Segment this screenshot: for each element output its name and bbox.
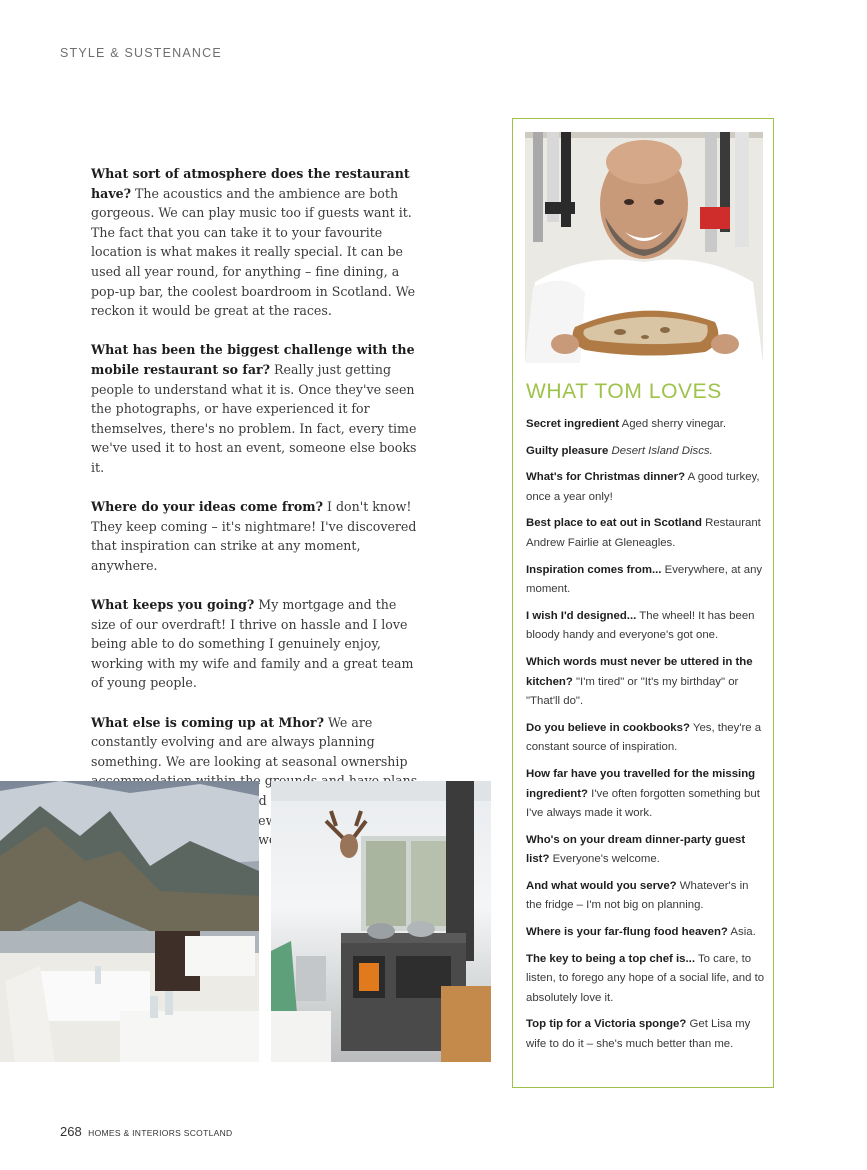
list-item: [526, 415, 766, 435]
answer: To care, to listen, to forego any hope of a social life, and to absolutely love it.: [526, 952, 765, 1004]
question: What's for Christmas dinner?: [526, 471, 686, 484]
question: Do you believe in cookbooks?: [526, 721, 690, 734]
answer: Desert Island Discs.: [611, 444, 713, 457]
list-item: [526, 514, 766, 553]
answer: "I'm tired" or "It's my birthday" or "That'll do".: [526, 675, 739, 708]
qa-paragraph: [91, 497, 421, 575]
question: I wish I'd designed...: [526, 609, 637, 622]
answer: Aged sherry vinegar.: [619, 418, 727, 430]
question: Where do your ideas come from?: [91, 499, 324, 515]
answer: I don't know! They keep coming – it's nightmare! I've discovered that inspiration can strike at any moment, anywhere.: [91, 499, 417, 573]
qa-paragraph: [91, 340, 421, 477]
list-item: [526, 719, 766, 758]
question: And what would you serve?: [526, 879, 677, 892]
sidebar-title: WHAT TOM LOVES: [526, 380, 722, 403]
answer: The wheel! It has been bloody handy and everyone's got one.: [526, 609, 755, 642]
section-label: STYLE & SUSTENANCE: [60, 46, 222, 60]
list-item: [526, 607, 766, 646]
list-item: [526, 765, 766, 824]
list-item: [526, 468, 766, 507]
answer: A good turkey, once a year only!: [526, 471, 760, 503]
question: What has been the biggest challenge with the mobile restaurant so far?: [91, 342, 415, 377]
answer: Restaurant Andrew Fairlie at Gleneagles.: [526, 517, 761, 549]
question: What sort of atmosphere does the restaurant have?: [91, 166, 410, 201]
list-item: [526, 442, 766, 462]
answer: I've often forgotten something but I've always made it work.: [526, 787, 760, 820]
list-item: [526, 923, 766, 943]
question: The key to being a top chef is...: [526, 952, 695, 965]
question: Top tip for a Victoria sponge?: [526, 1018, 687, 1031]
answer: My mortgage and the size of our overdraft! I thrive on hassle and I love being able to do something I genuinely enjoy, working with my wife and family and a great team of young people.: [91, 597, 414, 691]
list-item: [526, 1015, 766, 1054]
question: Inspiration comes from...: [526, 563, 662, 576]
question: How far have you travelled for the missing ingredient?: [526, 767, 756, 800]
answer: Whatever's in the fridge – I'm not big on planning.: [526, 879, 749, 912]
list-item: [526, 561, 766, 600]
question: What else is coming up at Mhor?: [91, 714, 324, 730]
publication-name: HOMES & INTERIORS SCOTLAND: [88, 1128, 233, 1138]
question: Who's on your dream dinner-party guest list?: [526, 833, 746, 866]
qa-paragraph: [91, 164, 421, 321]
sidebar-list: [526, 415, 766, 1062]
answer: We are constantly evolving and are always planning something. We are looking at seasonal ownership new we: [91, 714, 408, 848]
chef-portrait-photo: [525, 132, 763, 363]
list-item: [526, 950, 766, 1009]
restaurant-interior-photo: [0, 781, 259, 1062]
question: Secret ingredient: [526, 418, 620, 430]
question: Best place to eat out in Scotland: [526, 517, 702, 530]
answer: Asia.: [727, 926, 756, 939]
kitchen-stove-photo: [271, 781, 491, 1062]
answer: Yes, they're a constant source of inspiration.: [526, 721, 762, 754]
qa-paragraph: [91, 595, 421, 693]
question: Which words must never be uttered in the kitchen?: [526, 655, 753, 688]
page-number: 268: [60, 1124, 82, 1139]
answer: The acoustics and the ambience are both gorgeous. We can play music too if guests want it. The fact that you can take it to your favourite location is what makes it really special. It can be used all year round, for anything – fine dining, a pop-up bar, the coolest boardroom in Scotland. We reckon it would be great at the races.: [91, 185, 416, 319]
answer: Get Lisa my wife to do it – she's much better than me.: [526, 1018, 751, 1051]
list-item: [526, 653, 766, 712]
answer: Really just getting people to understand what it is. Once they've seen the photographs, or have experienced it for themselves, there's no problem. In fact, every time we've used it to host an event, someone else books it.: [91, 361, 417, 475]
answer: Everywhere, at any moment.: [526, 563, 763, 596]
page-footer: [60, 1123, 232, 1141]
question: Where is your far-flung food heaven?: [526, 926, 728, 939]
question: Guilty pleasure: [526, 444, 609, 457]
list-item: [526, 831, 766, 870]
list-item: [526, 877, 766, 916]
answer: Everyone's welcome.: [549, 853, 660, 866]
question: What keeps you going?: [91, 597, 255, 613]
